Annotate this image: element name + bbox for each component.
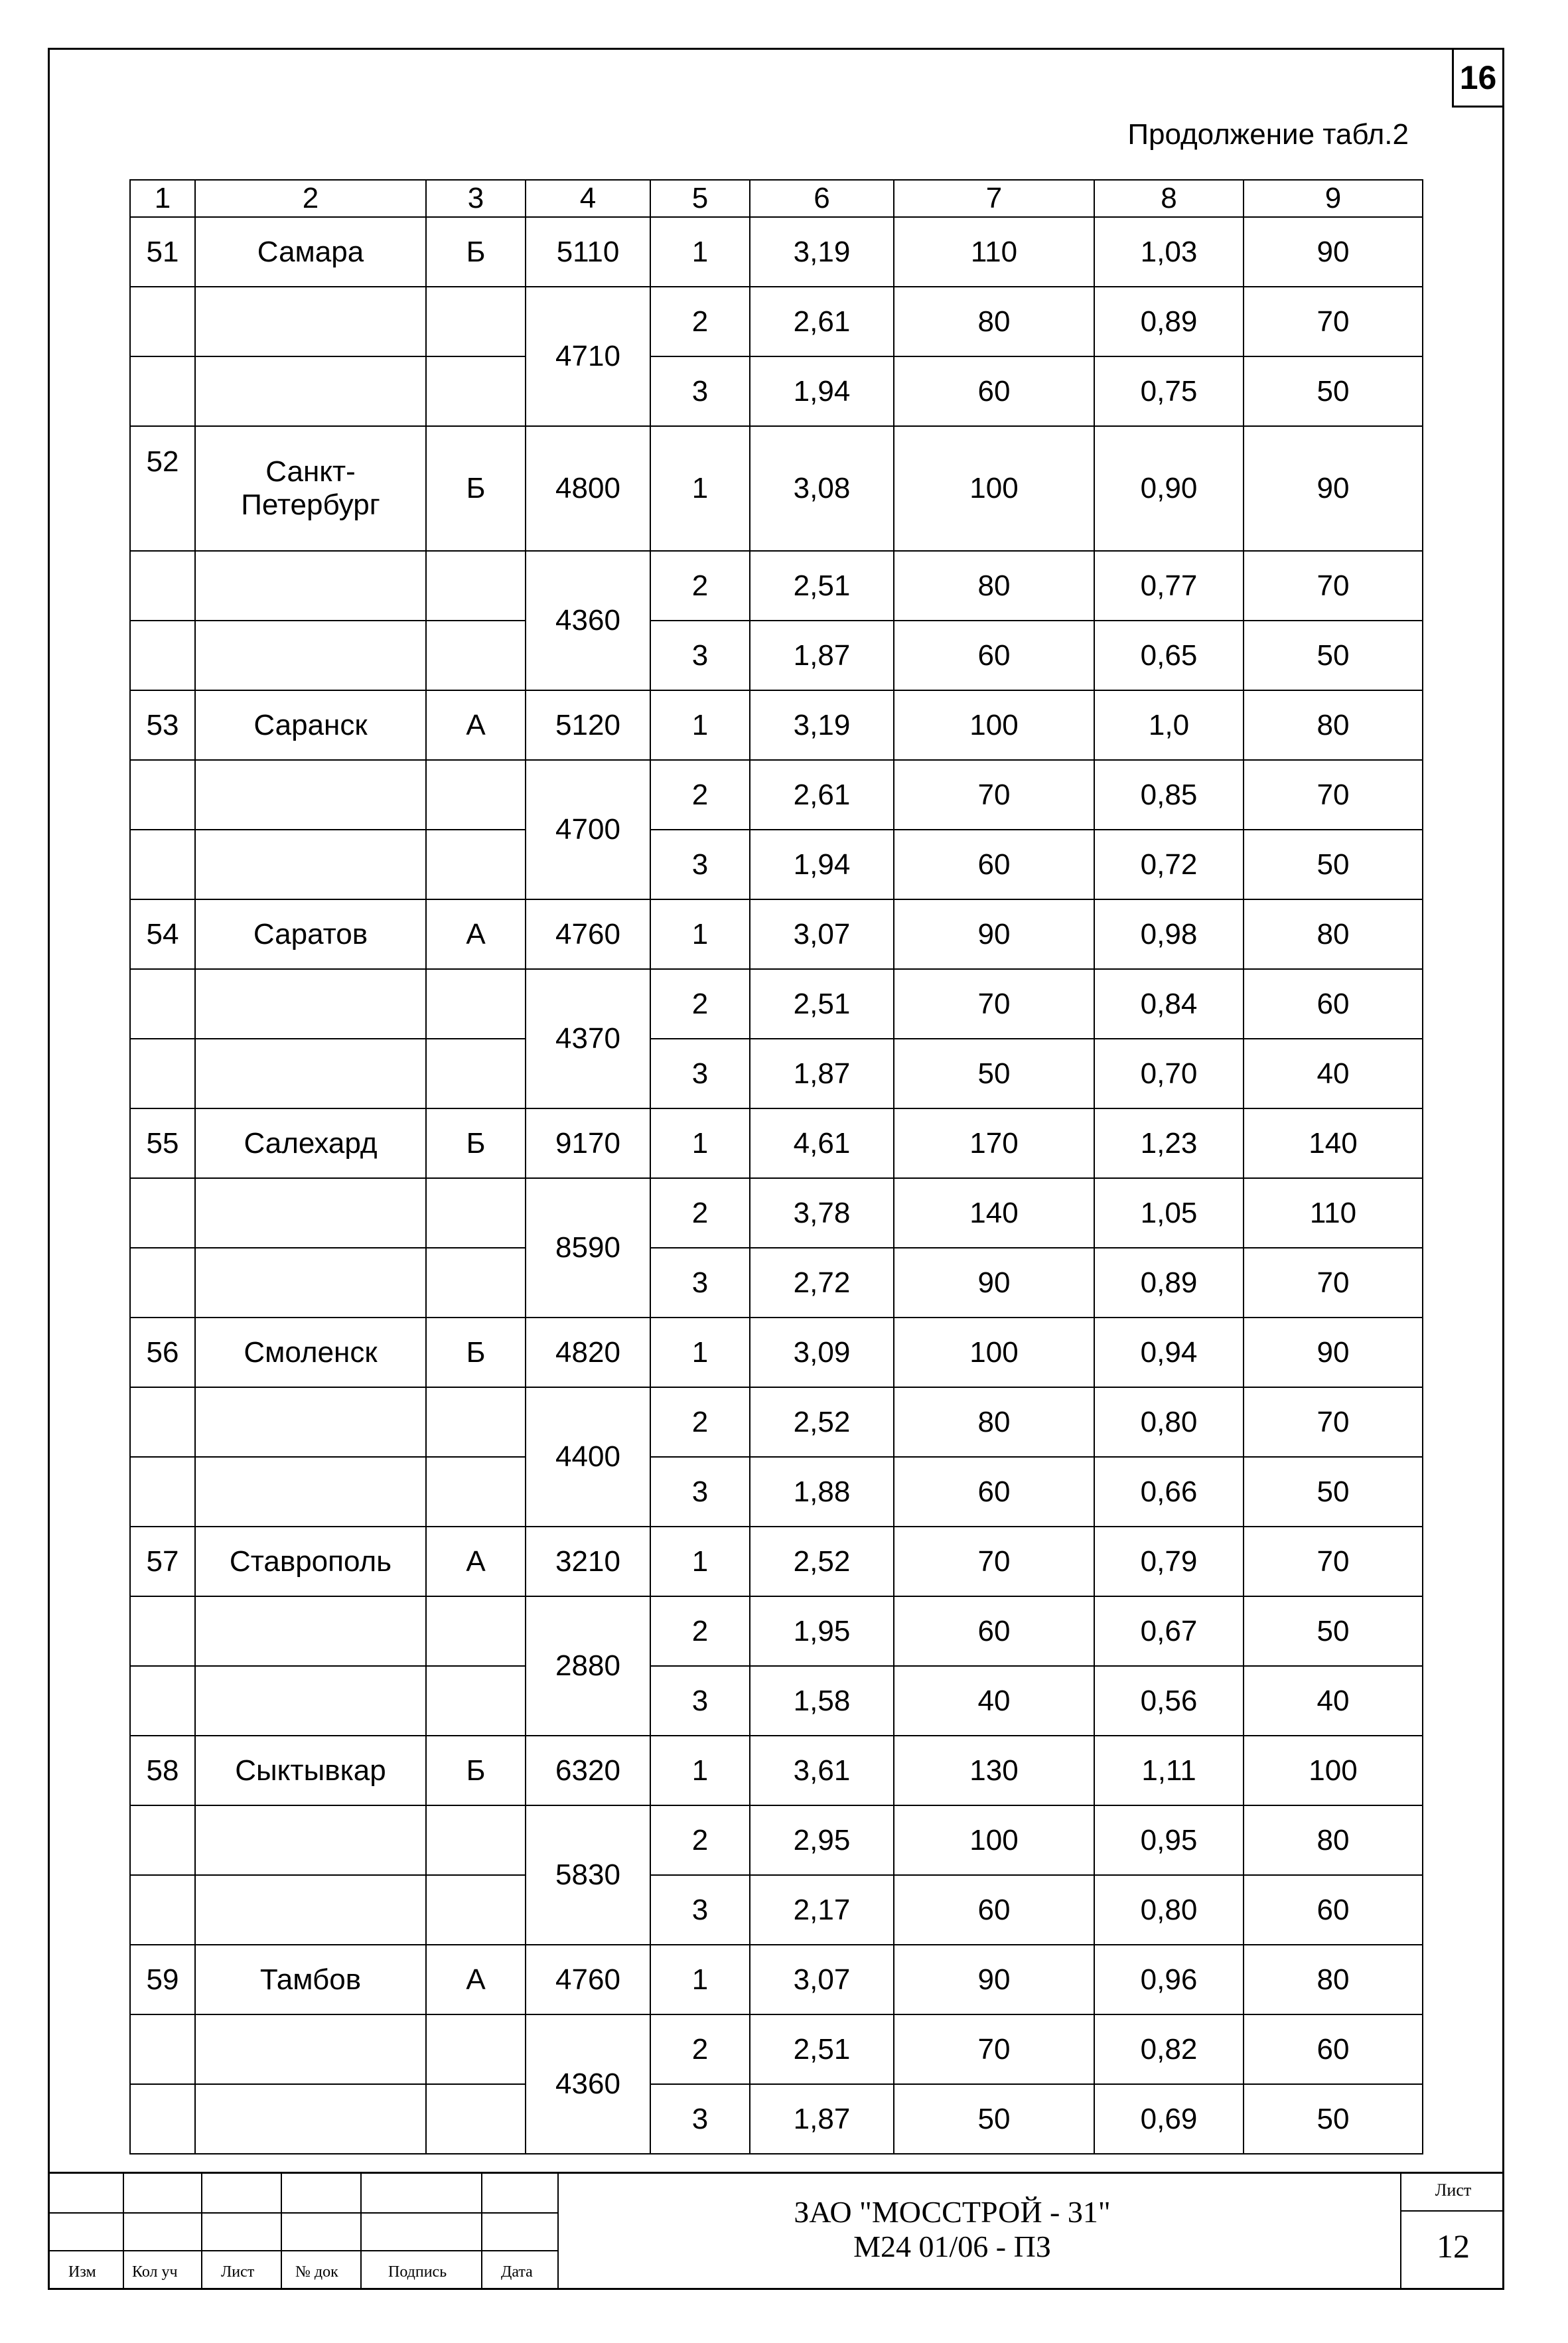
city-cell — [195, 690, 426, 760]
table-row — [130, 1945, 1423, 2014]
empty-cell — [130, 287, 195, 356]
empty-cell — [195, 1457, 426, 1527]
data-cell: 3 — [650, 830, 750, 899]
col-header: 9 — [1244, 180, 1423, 217]
table-row — [130, 760, 1423, 830]
data-cell: 100 — [1244, 1736, 1423, 1805]
data-cell: 1,94 — [750, 830, 894, 899]
data-cell: 2 — [650, 1805, 750, 1875]
data-cell: 80 — [894, 551, 1094, 621]
data-cell: 90 — [894, 899, 1094, 969]
data-cell: 0,69 — [1094, 2084, 1244, 2154]
data-cell: 40 — [1244, 1039, 1423, 1108]
data-cell: 2 — [650, 1178, 750, 1248]
empty-cell — [195, 1248, 426, 1318]
empty-cell — [426, 1875, 526, 1945]
data-cell: 50 — [1244, 356, 1423, 426]
category-cell: А — [426, 690, 526, 760]
data-cell: 60 — [894, 1457, 1094, 1527]
empty-cell — [195, 2014, 426, 2084]
empty-cell — [426, 1666, 526, 1736]
data-cell: 1,11 — [1094, 1736, 1244, 1805]
data-cell: 90 — [1244, 1318, 1423, 1387]
col-header: 2 — [195, 180, 426, 217]
stamp-label-podpis: Подпись — [388, 2263, 447, 2281]
organization-block — [554, 2195, 1350, 2264]
data-cell: 110 — [1244, 1178, 1423, 1248]
data-cell: 1,03 — [1094, 217, 1244, 287]
city-name: Санкт- Петербург — [241, 455, 380, 521]
empty-cell — [426, 760, 526, 830]
empty-cell — [426, 287, 526, 356]
data-cell: 3 — [650, 1248, 750, 1318]
data-cell: 50 — [1244, 830, 1423, 899]
empty-cell — [195, 1805, 426, 1875]
data-cell: 4,61 — [750, 1108, 894, 1178]
data-cell: 1,87 — [750, 2084, 894, 2154]
row-number-cell: 53 — [130, 690, 195, 760]
city-name: Сыктывкар — [235, 1754, 386, 1787]
data-cell: 3 — [650, 1875, 750, 1945]
data-cell: 3 — [650, 1666, 750, 1736]
category-cell: Б — [426, 1318, 526, 1387]
empty-cell — [195, 760, 426, 830]
data-table — [129, 179, 1423, 2154]
data-cell: 40 — [894, 1666, 1094, 1736]
empty-cell — [426, 2014, 526, 2084]
table-row — [130, 2014, 1423, 2084]
data-cell: 60 — [894, 1875, 1094, 1945]
empty-cell — [426, 621, 526, 690]
data-cell: 2,51 — [750, 551, 894, 621]
data-cell: 110 — [894, 217, 1094, 287]
empty-cell — [195, 1666, 426, 1736]
value-b-cell: 4400 — [526, 1387, 650, 1527]
data-cell: 100 — [894, 426, 1094, 551]
table-row — [130, 1039, 1423, 1108]
empty-cell — [195, 551, 426, 621]
data-cell: 100 — [894, 1318, 1094, 1387]
city-cell — [195, 1945, 426, 2014]
empty-cell — [130, 969, 195, 1039]
data-cell: 0,56 — [1094, 1666, 1244, 1736]
data-cell: 0,70 — [1094, 1039, 1244, 1108]
data-cell: 1 — [650, 1736, 750, 1805]
table-row — [130, 1805, 1423, 1875]
table-row — [130, 1108, 1423, 1178]
row-number-cell: 56 — [130, 1318, 195, 1387]
data-cell: 2,61 — [750, 287, 894, 356]
table-row — [130, 426, 1423, 551]
table-row — [130, 1318, 1423, 1387]
empty-cell — [130, 1596, 195, 1666]
data-cell: 2,61 — [750, 760, 894, 830]
empty-cell — [195, 830, 426, 899]
value-a-cell: 4760 — [526, 1945, 650, 2014]
empty-cell — [426, 1596, 526, 1666]
table-row — [130, 2084, 1423, 2154]
data-cell: 1,94 — [750, 356, 894, 426]
data-cell: 2,72 — [750, 1248, 894, 1318]
empty-cell — [130, 1666, 195, 1736]
value-a-cell: 4800 — [526, 426, 650, 551]
value-b-cell: 4710 — [526, 287, 650, 426]
data-cell: 1,95 — [750, 1596, 894, 1666]
data-cell: 0,89 — [1094, 1248, 1244, 1318]
table-row — [130, 1387, 1423, 1457]
city-cell — [195, 1527, 426, 1596]
data-cell: 1 — [650, 690, 750, 760]
value-a-cell: 5110 — [526, 217, 650, 287]
page-number: 16 — [1452, 49, 1502, 108]
data-cell: 60 — [894, 1596, 1094, 1666]
empty-cell — [195, 1039, 426, 1108]
data-cell: 3,08 — [750, 426, 894, 551]
data-cell: 2 — [650, 287, 750, 356]
data-cell: 3,78 — [750, 1178, 894, 1248]
data-cell: 3,61 — [750, 1736, 894, 1805]
col-header: 5 — [650, 180, 750, 217]
data-cell: 2 — [650, 969, 750, 1039]
data-cell: 3,07 — [750, 1945, 894, 2014]
empty-cell — [130, 551, 195, 621]
city-name: Ставрополь — [229, 1545, 392, 1578]
data-cell: 80 — [894, 287, 1094, 356]
document-code: М24 01/06 - ПЗ — [853, 2230, 1051, 2263]
data-cell: 2 — [650, 1387, 750, 1457]
data-cell: 0,80 — [1094, 1387, 1244, 1457]
empty-cell — [195, 969, 426, 1039]
data-cell: 2 — [650, 760, 750, 830]
data-cell: 60 — [894, 830, 1094, 899]
empty-cell — [130, 1178, 195, 1248]
data-cell: 0,75 — [1094, 356, 1244, 426]
value-b-cell: 4360 — [526, 2014, 650, 2154]
data-cell: 1,58 — [750, 1666, 894, 1736]
empty-cell — [195, 2084, 426, 2154]
data-cell: 2,52 — [750, 1387, 894, 1457]
empty-cell — [130, 760, 195, 830]
data-cell: 40 — [1244, 1666, 1423, 1736]
category-cell: Б — [426, 1736, 526, 1805]
data-cell: 80 — [1244, 1805, 1423, 1875]
data-cell: 80 — [894, 1387, 1094, 1457]
data-cell: 2 — [650, 1596, 750, 1666]
table-row — [130, 830, 1423, 899]
col-header: 4 — [526, 180, 650, 217]
city-cell — [195, 1318, 426, 1387]
city-name: Саратов — [253, 917, 368, 950]
data-cell: 0,84 — [1094, 969, 1244, 1039]
empty-cell — [130, 2084, 195, 2154]
value-a-cell: 5120 — [526, 690, 650, 760]
data-cell: 1,87 — [750, 1039, 894, 1108]
continuation-caption: Продолжение табл.2 — [1127, 118, 1409, 151]
empty-cell — [130, 1875, 195, 1945]
table-row — [130, 1248, 1423, 1318]
data-cell: 90 — [1244, 217, 1423, 287]
table-row — [130, 217, 1423, 287]
empty-cell — [426, 830, 526, 899]
data-cell: 1,88 — [750, 1457, 894, 1527]
row-number-cell: 55 — [130, 1108, 195, 1178]
empty-cell — [130, 2014, 195, 2084]
data-cell: 70 — [894, 969, 1094, 1039]
value-b-cell: 8590 — [526, 1178, 650, 1318]
data-cell: 2,51 — [750, 2014, 894, 2084]
value-a-cell: 9170 — [526, 1108, 650, 1178]
city-name: Саранск — [253, 708, 368, 741]
data-cell: 0,95 — [1094, 1805, 1244, 1875]
data-cell: 60 — [1244, 2014, 1423, 2084]
data-cell: 3 — [650, 356, 750, 426]
data-cell: 140 — [894, 1178, 1094, 1248]
value-a-cell: 4820 — [526, 1318, 650, 1387]
data-cell: 70 — [1244, 287, 1423, 356]
value-b-cell: 4370 — [526, 969, 650, 1108]
data-cell: 50 — [1244, 621, 1423, 690]
table-row — [130, 1736, 1423, 1805]
table-row — [130, 1457, 1423, 1527]
data-cell: 100 — [894, 1805, 1094, 1875]
table-row — [130, 1666, 1423, 1736]
empty-cell — [426, 356, 526, 426]
table-row — [130, 287, 1423, 356]
empty-cell — [195, 1596, 426, 1666]
empty-cell — [130, 621, 195, 690]
data-cell: 0,90 — [1094, 426, 1244, 551]
empty-cell — [130, 1387, 195, 1457]
data-cell: 0,65 — [1094, 621, 1244, 690]
data-cell: 50 — [894, 2084, 1094, 2154]
category-cell: А — [426, 899, 526, 969]
title-block — [50, 2172, 1503, 2288]
data-cell: 70 — [894, 1527, 1094, 1596]
table-row — [130, 899, 1423, 969]
value-b-cell: 2880 — [526, 1596, 650, 1736]
organization-name: ЗАО "МОССТРОЙ - 31" — [794, 2195, 1111, 2229]
col-header: 7 — [894, 180, 1094, 217]
empty-cell — [426, 1805, 526, 1875]
value-b-cell: 4360 — [526, 551, 650, 690]
category-cell: А — [426, 1527, 526, 1596]
category-cell: Б — [426, 217, 526, 287]
data-cell: 1 — [650, 1108, 750, 1178]
row-number-cell: 58 — [130, 1736, 195, 1805]
data-cell: 1 — [650, 1527, 750, 1596]
empty-cell — [130, 1039, 195, 1108]
data-cell: 2,51 — [750, 969, 894, 1039]
empty-cell — [195, 621, 426, 690]
data-cell: 1 — [650, 899, 750, 969]
data-cell: 2,52 — [750, 1527, 894, 1596]
row-number-cell: 57 — [130, 1527, 195, 1596]
data-cell: 70 — [1244, 551, 1423, 621]
data-cell: 2 — [650, 551, 750, 621]
data-cell: 1,87 — [750, 621, 894, 690]
city-cell — [195, 426, 426, 551]
empty-cell — [426, 1039, 526, 1108]
empty-cell — [195, 356, 426, 426]
value-b-cell: 5830 — [526, 1805, 650, 1945]
empty-cell — [195, 1387, 426, 1457]
data-cell: 60 — [894, 356, 1094, 426]
table-row — [130, 690, 1423, 760]
data-cell: 90 — [1244, 426, 1423, 551]
empty-cell — [426, 1387, 526, 1457]
data-cell: 0,77 — [1094, 551, 1244, 621]
col-header: 8 — [1094, 180, 1244, 217]
category-cell: Б — [426, 426, 526, 551]
table-row — [130, 1527, 1423, 1596]
data-cell: 0,67 — [1094, 1596, 1244, 1666]
header-row — [130, 180, 1423, 217]
empty-cell — [130, 1457, 195, 1527]
empty-cell — [195, 1875, 426, 1945]
city-name: Салехард — [244, 1126, 378, 1160]
data-cell: 0,66 — [1094, 1457, 1244, 1527]
data-cell: 50 — [1244, 1596, 1423, 1666]
data-cell: 70 — [1244, 1527, 1423, 1596]
empty-cell — [195, 1178, 426, 1248]
table-row — [130, 1178, 1423, 1248]
table-row — [130, 356, 1423, 426]
data-cell: 60 — [1244, 1875, 1423, 1945]
data-cell: 90 — [894, 1945, 1094, 2014]
city-name: Самара — [257, 235, 364, 268]
empty-cell — [130, 830, 195, 899]
city-cell — [195, 1736, 426, 1805]
city-name: Смоленск — [244, 1335, 378, 1369]
city-name: Тамбов — [259, 1963, 362, 1996]
data-cell: 80 — [1244, 899, 1423, 969]
data-cell: 0,94 — [1094, 1318, 1244, 1387]
empty-cell — [130, 1805, 195, 1875]
data-cell: 140 — [1244, 1108, 1423, 1178]
table-row — [130, 969, 1423, 1039]
row-number-cell: 51 — [130, 217, 195, 287]
data-cell: 3,07 — [750, 899, 894, 969]
stamp-label-izm: Изм — [68, 2263, 96, 2281]
data-cell: 3,19 — [750, 690, 894, 760]
data-cell: 70 — [1244, 760, 1423, 830]
data-cell: 70 — [894, 2014, 1094, 2084]
data-cell: 1,23 — [1094, 1108, 1244, 1178]
table-row — [130, 1875, 1423, 1945]
data-cell: 1 — [650, 1318, 750, 1387]
empty-cell — [195, 287, 426, 356]
data-cell: 70 — [1244, 1387, 1423, 1457]
empty-cell — [426, 969, 526, 1039]
empty-cell — [130, 356, 195, 426]
data-cell: 3 — [650, 1039, 750, 1108]
table-row — [130, 1596, 1423, 1666]
data-cell: 0,79 — [1094, 1527, 1244, 1596]
data-cell: 0,72 — [1094, 830, 1244, 899]
data-cell: 3 — [650, 621, 750, 690]
data-cell: 1 — [650, 426, 750, 551]
empty-cell — [426, 1248, 526, 1318]
table-row — [130, 621, 1423, 690]
stamp-label-kol-uch: Кол уч — [132, 2263, 178, 2281]
empty-cell — [426, 1178, 526, 1248]
data-cell: 80 — [1244, 1945, 1423, 2014]
city-cell — [195, 899, 426, 969]
row-number-cell: 59 — [130, 1945, 195, 2014]
city-cell — [195, 1108, 426, 1178]
data-cell: 0,96 — [1094, 1945, 1244, 2014]
data-cell: 170 — [894, 1108, 1094, 1178]
sheet-number: 12 — [1437, 2228, 1470, 2265]
data-cell: 100 — [894, 690, 1094, 760]
category-cell: Б — [426, 1108, 526, 1178]
empty-cell — [426, 551, 526, 621]
data-cell: 70 — [894, 760, 1094, 830]
stamp-label-data: Дата — [501, 2263, 533, 2281]
data-cell: 50 — [1244, 1457, 1423, 1527]
data-cell: 0,89 — [1094, 287, 1244, 356]
data-cell: 3 — [650, 2084, 750, 2154]
sheet-label: Лист — [1435, 2180, 1472, 2200]
stamp-label-n-dok: № док — [295, 2263, 338, 2281]
data-cell: 1,05 — [1094, 1178, 1244, 1248]
data-cell: 1 — [650, 217, 750, 287]
value-a-cell: 3210 — [526, 1527, 650, 1596]
data-cell: 60 — [894, 621, 1094, 690]
data-cell: 90 — [894, 1248, 1094, 1318]
data-cell: 80 — [1244, 690, 1423, 760]
category-cell: А — [426, 1945, 526, 2014]
data-cell: 2,17 — [750, 1875, 894, 1945]
stamp-label-list: Лист — [221, 2263, 255, 2281]
data-cell: 2,95 — [750, 1805, 894, 1875]
data-cell: 3,19 — [750, 217, 894, 287]
data-cell: 0,80 — [1094, 1875, 1244, 1945]
col-header: 6 — [750, 180, 894, 217]
value-a-cell: 6320 — [526, 1736, 650, 1805]
empty-cell — [130, 1248, 195, 1318]
data-cell: 0,85 — [1094, 760, 1244, 830]
data-cell: 60 — [1244, 969, 1423, 1039]
data-cell: 130 — [894, 1736, 1094, 1805]
data-cell: 0,82 — [1094, 2014, 1244, 2084]
row-number-cell: 54 — [130, 899, 195, 969]
data-cell: 50 — [894, 1039, 1094, 1108]
data-cell: 1,0 — [1094, 690, 1244, 760]
row-number-cell: 52 — [130, 426, 195, 551]
data-cell: 1 — [650, 1945, 750, 2014]
data-cell: 3,09 — [750, 1318, 894, 1387]
data-cell: 3 — [650, 1457, 750, 1527]
empty-cell — [426, 2084, 526, 2154]
col-header: 3 — [426, 180, 526, 217]
table-row — [130, 551, 1423, 621]
data-cell: 0,98 — [1094, 899, 1244, 969]
data-cell: 2 — [650, 2014, 750, 2084]
data-cell: 50 — [1244, 2084, 1423, 2154]
col-header: 1 — [130, 180, 195, 217]
city-cell — [195, 217, 426, 287]
value-b-cell: 4700 — [526, 760, 650, 899]
value-a-cell: 4760 — [526, 899, 650, 969]
data-cell: 70 — [1244, 1248, 1423, 1318]
empty-cell — [426, 1457, 526, 1527]
